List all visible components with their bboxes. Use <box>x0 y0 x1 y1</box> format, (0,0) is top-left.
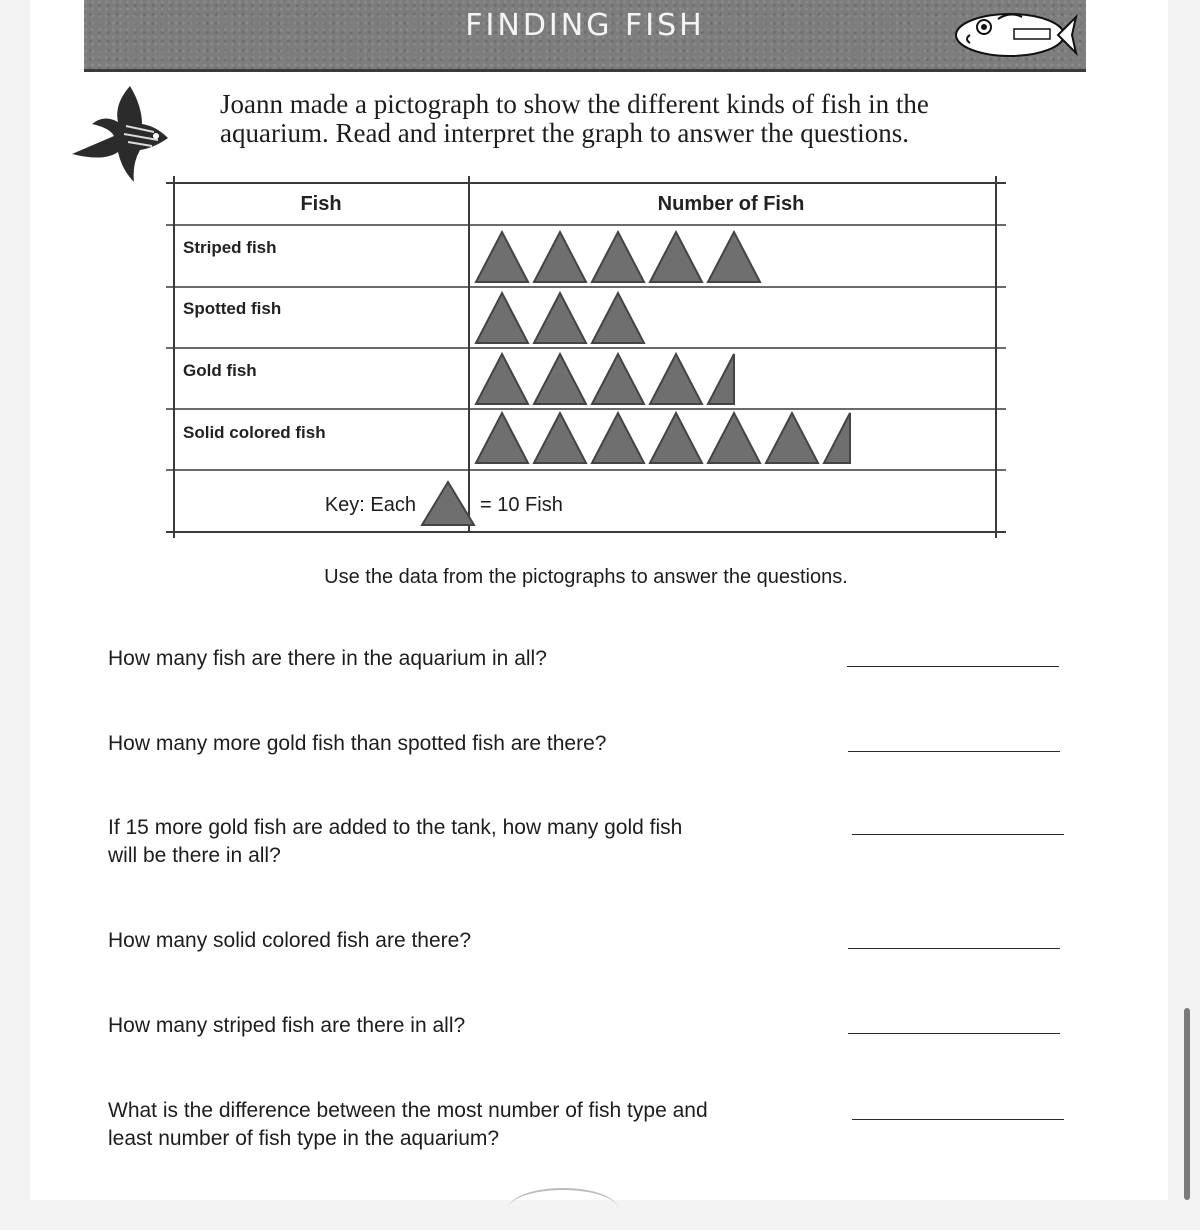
decorative-arc <box>508 1188 618 1230</box>
answer-line-2[interactable] <box>848 751 1060 752</box>
half-triangle-icon-r2 <box>708 354 734 404</box>
key-value: = 10 Fish <box>480 494 563 516</box>
triangle-icon-r3-1 <box>534 413 586 463</box>
half-triangle-icon-r3 <box>824 413 850 463</box>
column-header-fish: Fish <box>300 193 342 215</box>
page-title: FINDING FISH <box>465 8 705 43</box>
triangle-icon-r0-0 <box>476 232 528 282</box>
scrollbar[interactable] <box>1184 1008 1190 1200</box>
triangle-icon-r2-3 <box>650 354 702 404</box>
question-5: How many striped fish are there in all? <box>108 1014 466 1037</box>
triangle-icon-r0-1 <box>534 232 586 282</box>
triangle-icon-r1-2 <box>592 293 644 343</box>
key-label: Key: Each <box>324 494 416 516</box>
question-4: How many solid colored fish are there? <box>108 929 472 952</box>
triangle-icon-r2-2 <box>592 354 644 404</box>
row-label-striped: Striped fish <box>183 238 277 257</box>
column-header-number: Number of Fish <box>657 193 805 215</box>
answer-line-3[interactable] <box>852 834 1064 835</box>
triangle-icon-r1-1 <box>534 293 586 343</box>
row-label-gold: Gold fish <box>183 361 257 380</box>
triangle-icon-r3-5 <box>766 413 818 463</box>
instruction-text: Use the data from the pictographs to answer the questions. <box>324 566 848 588</box>
pictograph-grid <box>166 176 1006 538</box>
triangle-icon-r0-4 <box>708 232 760 282</box>
question-2: How many more gold fish than spotted fish are there? <box>108 732 607 755</box>
answer-line-4[interactable] <box>848 948 1060 949</box>
triangle-icon-r0-3 <box>650 232 702 282</box>
answer-line-5[interactable] <box>848 1033 1060 1034</box>
triangle-icon-r2-1 <box>534 354 586 404</box>
triangle-icon-r3-4 <box>708 413 760 463</box>
row-label-solid: Solid colored fish <box>183 423 326 442</box>
triangle-icon-r3-2 <box>592 413 644 463</box>
key-triangle-icon <box>422 482 474 525</box>
question-3: If 15 more gold fish are added to the tank, how many gold fish will be there in all? <box>108 816 683 867</box>
triangle-icon-r3-0 <box>476 413 528 463</box>
triangle-icon-r1-0 <box>476 293 528 343</box>
intro-text: Joann made a pictograph to show the different kinds of fish in the aquarium. Read and interpret the graph to answer the questions. <box>220 89 929 148</box>
answer-line-1[interactable] <box>847 666 1059 667</box>
pictograph <box>0 0 1200 560</box>
triangle-icon-r3-3 <box>650 413 702 463</box>
answer-line-6[interactable] <box>852 1119 1064 1120</box>
triangle-icon-r2-0 <box>476 354 528 404</box>
triangle-icon-r0-2 <box>592 232 644 282</box>
question-6: What is the difference between the most number of fish type and least number of fish type in the aquarium? <box>108 1099 708 1150</box>
row-label-spotted: Spotted fish <box>183 299 282 318</box>
question-1: How many fish are there in the aquarium in all? <box>108 647 547 670</box>
